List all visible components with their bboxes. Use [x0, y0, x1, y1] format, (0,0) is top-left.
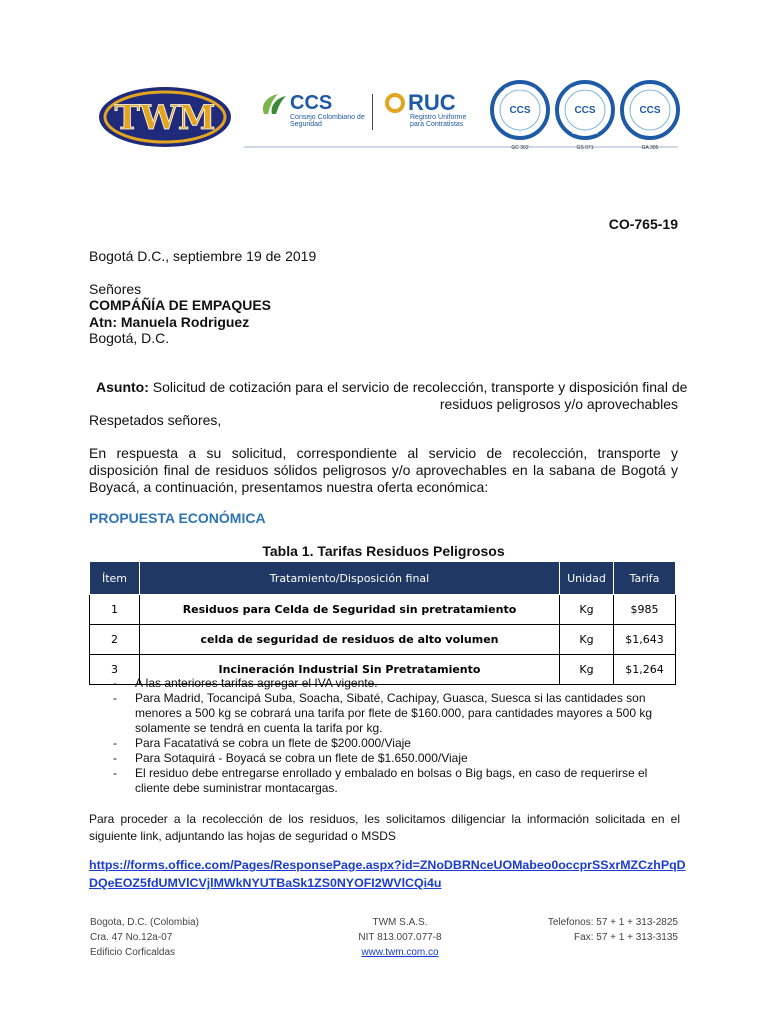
svg-text:ISO 9001: ISO 9001: [511, 130, 529, 135]
footer-line: Fax: 57 + 1 + 313-3135: [574, 932, 678, 943]
seal-iso-14001: [620, 80, 680, 151]
footer-company: [340, 915, 460, 960]
table-cell: 2: [90, 625, 140, 655]
notes-list: [89, 676, 681, 796]
footer-line: Cra. 47 No.12a-07: [90, 932, 173, 943]
seal-ohsas-18001: [555, 80, 615, 151]
table-cell: celda de seguridad de residuos de alto volumen: [140, 625, 560, 655]
footer-contact: [548, 915, 678, 945]
ccs-name: CCS: [290, 92, 333, 114]
subject-line: [96, 379, 687, 396]
certification-seal-icon: [555, 80, 615, 140]
subject-text-2: residuos peligrosos y/o aprovechables: [439, 396, 678, 412]
table-cell: Residuos para Celda de Seguridad sin pretratamiento: [140, 595, 560, 625]
svg-text:ISO 14001: ISO 14001: [640, 130, 660, 135]
table-cell: Kg: [560, 655, 614, 685]
ruc-name: RUC: [408, 90, 456, 115]
svg-text:CCS: CCS: [639, 105, 661, 116]
svg-text:OHSAS 18001: OHSAS 18001: [571, 130, 599, 135]
list-item: - Para Sotaquirá - Boyacá se cobra un flete de $1.650.000/Viaje: [89, 751, 681, 766]
recipient-attention: Atn: Manuela Rodriguez: [89, 314, 250, 330]
form-link[interactable]: https://forms.office.com/Pages/ResponsePage.aspx?id=ZNoDBRNceUOMabeo0occprSSxrMZCzhPqDDQeEOZ5fdUMVlCVjlMWkNYUTBaSk1ZS0NYOFI2WVlCQi4u: [89, 858, 686, 890]
column-header: Unidad: [560, 562, 614, 595]
svg-text:CERTIFICACIÓN: CERTIFICACIÓN: [569, 86, 601, 91]
table-cell: 3: [90, 655, 140, 685]
svg-text:CERTIFICACIÓN: CERTIFICACIÓN: [634, 86, 666, 91]
list-item: - El residuo debe entregarse enrollado y embalado en bolsas o Big bags, en caso de requerirse el cliente debe suministrar montacargas.: [89, 766, 681, 796]
greeting: Respetados señores,: [89, 412, 222, 428]
svg-text:CCS: CCS: [574, 105, 596, 116]
twm-logo: [98, 86, 232, 148]
seal-iso-9001: [490, 80, 550, 151]
table-row: [90, 595, 676, 625]
footer-website-link[interactable]: www.twm.com.co: [361, 947, 439, 958]
certification-seal-icon: [620, 80, 680, 140]
footer-line: Edificio Corficaldas: [90, 947, 176, 958]
ruc-ring-icon: [384, 92, 406, 114]
table-cell: $1,643: [614, 625, 676, 655]
subject-text-1: Solicitud de cotización para el servicio de recolección, transporte y disposición final de: [152, 379, 688, 395]
seal-code: GC 302: [511, 145, 529, 151]
svg-text:CERTIFICACIÓN: CERTIFICACIÓN: [504, 86, 536, 91]
column-header: Tratamiento/Disposición final: [140, 562, 560, 595]
closing-paragraph: Para proceder a la recolección de los residuos, les solicitamos diligenciar la información solicitada en el siguiente link, adjuntando las hojas de seguridad o MSDS: [89, 812, 680, 843]
column-header: Ítem: [90, 562, 140, 595]
table-cell: Incineración Industrial Sin Pretratamiento: [140, 655, 560, 685]
subject-label: Asunto:: [96, 379, 149, 395]
list-item: - Para Facatativá se cobra un flete de $200.000/Viaje: [89, 736, 681, 751]
document-reference: CO-765-19: [608, 216, 678, 232]
svg-text:CCS: CCS: [509, 105, 531, 116]
table-header-row: [90, 562, 676, 595]
table-cell: Kg: [560, 595, 614, 625]
logo-divider: [372, 94, 373, 130]
table-cell: 1: [90, 595, 140, 625]
salutation-to: Señores: [89, 281, 142, 297]
seal-code: GA 305: [641, 145, 659, 151]
footer-line: NIT 813.007.077-8: [358, 932, 442, 943]
intro-paragraph: En respuesta a su solicitud, correspondiente al servicio de recolección, transporte y disposición final de residuos sólidos peligrosos y/o aprovechables en la sabana de Bogotá y Boyacá, a continuación, presentamos nuestra oferta económica:: [89, 445, 678, 495]
column-header: Tarifa: [614, 562, 676, 595]
ccs-subtitle: Consejo Colombiano de Seguridad: [290, 114, 365, 128]
table-row: [90, 625, 676, 655]
table-caption: Tabla 1. Tarifas Residuos Peligrosos: [262, 543, 505, 559]
seal-code: GS 071: [576, 145, 594, 151]
table-cell: $985: [614, 595, 676, 625]
recipient-city: Bogotá, D.C.: [89, 330, 170, 346]
ccs-leaf-icon: [258, 90, 288, 116]
footer-line: TWM S.A.S.: [372, 917, 428, 928]
footer-line: Telefonos: 57 + 1 + 313-2825: [547, 917, 678, 928]
footer-line: Bogota, D.C. (Colombia): [90, 917, 199, 928]
table-cell: Kg: [560, 625, 614, 655]
certification-seal-icon: [490, 80, 550, 140]
twm-logo-text: TWM: [114, 98, 216, 138]
table-cell: $1,264: [614, 655, 676, 685]
list-item: - Para Madrid, Tocancipá Suba, Soacha, Sibaté, Cachipay, Guasca, Suesca si las cantidades son menores a 500 kg se cobrará una tarifa por flete de $160.000, para cantidades mayores a 500 kg solamente se tendrá en cuenta la tarifa por kg.: [89, 691, 681, 736]
ruc-subtitle: Registro Uniforme para Contratistas: [410, 114, 467, 128]
footer-address: [90, 915, 199, 960]
recipient-company: COMPÁÑÍA DE EMPAQUES: [89, 297, 272, 313]
rates-table: [89, 561, 676, 685]
date-line: Bogotá D.C., septiembre 19 de 2019: [89, 248, 317, 264]
section-title: PROPUESTA ECONÓMICA: [89, 510, 266, 526]
list-item: - A las anteriores tarifas agregar el IVA vigente.: [89, 676, 681, 691]
